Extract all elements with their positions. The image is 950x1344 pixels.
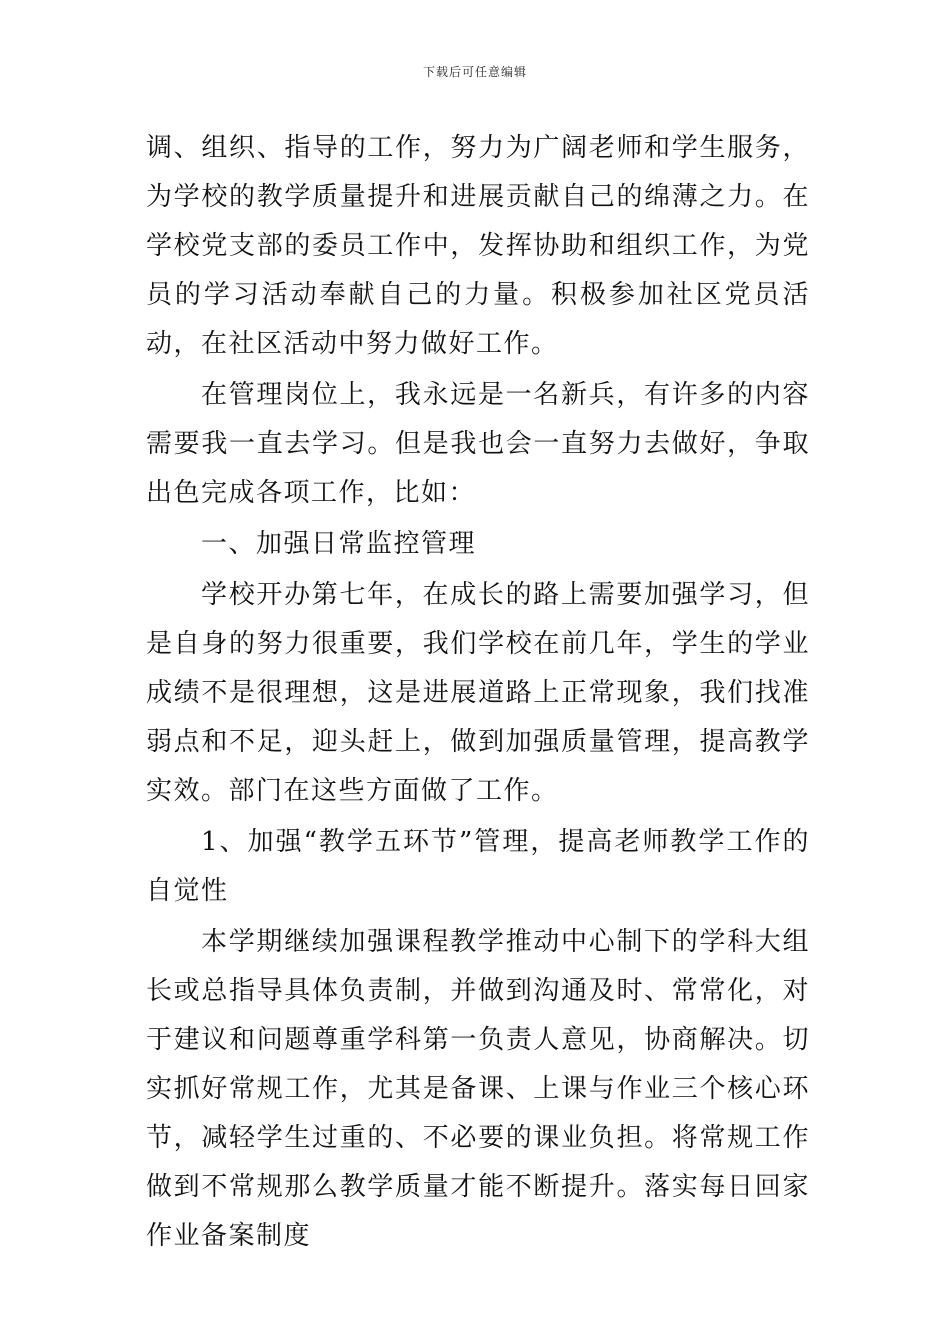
paragraph-3: 学校开办第七年，在成长的路上需要加强学习，但是自身的努力很重要，我们学校在前几年，学生的学业成绩不是很理想，这是进展道路上正常现象，我们找准弱点和不足，迎头赶上，做到加强质量管理，提高教学实效。部门在这些方面做了工作。 bbox=[146, 580, 810, 806]
paragraph-4: 本学期继续加强课程教学推动中心制下的学科大组长或总指导具体负责制，并做到沟通及时、常常化，对于建议和问题尊重学科第一负责人意见，协商解决。切实抓好常规工作，尤其是备课、上课与作业三个核心环节，减轻学生过重的、不必要的课业负担。将常规工作做到不常规那么教学质量才能不断提升。落实每日回家作业备案制度 bbox=[146, 927, 810, 1251]
paragraph-1: 调、组织、指导的工作，努力为广阔老师和学生服务，为学校的教学质量提升和进展贡献自己的绵薄之力。在学校党支部的委员工作中，发挥协助和组织工作，为党员的学习活动奉献自己的力量。积极参加社区党员活动，在社区活动中努力做好工作。 bbox=[146, 133, 810, 359]
subsection-heading-1: 1、加强“教学五环节”管理，提高老师教学工作的自觉性 bbox=[146, 827, 810, 906]
paragraph-2: 在管理岗位上，我永远是一名新兵，有许多的内容需要我一直去学习。但是我也会一直努力去做好，争取出色完成各项工作，比如： bbox=[146, 380, 810, 508]
page-header-note: 下载后可任意编辑 bbox=[422, 65, 527, 79]
document-body bbox=[146, 124, 810, 1261]
section-heading-1: 一、加强日常监控管理 bbox=[201, 529, 477, 559]
